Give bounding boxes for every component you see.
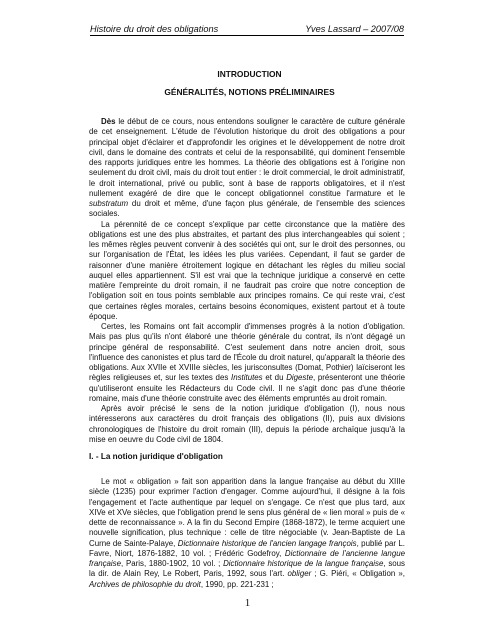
paragraph: La pérennité de ce concept s'explique par cette circonstance que la matière des obligations est une des plus abstraites, et partant des plus interchangeables qui soient ; les mêmes règles peuvent convenir à des sociétés qui ont, sur le droit des personnes, ou sur l'organisation de l'État, les idées les plus variées. Cependant, il faut se garder de raisonner d'une manière étroitement logique en détachant les règles du milieu social auquel elles appartiennent. S'il est vrai que la technique juridique a conservé en cette matière l'empreinte du droit romain, il ne faudrait pas croire que notre conception de l'obligation soit en tous points semblable aux principes romains. Ce qui reste vrai, c'est que certaines règles morales, certains besoins économiques, existent partout et à toute époque.	[89, 219, 405, 321]
running-header	[90, 24, 404, 36]
introduction-text	[89, 117, 405, 445]
paragraph: Le mot « obligation » fait son apparition dans la langue française au début du XIIIe siècle (1235) pour exprimer l'action d'engager. Comme aujourd'hui, il désigne à la fois l'engagement et l'acte authentique par lequel on s'engage. Ce n'est que plus tard, aux XIVe et XVe siècles, que l'obligation prend le sens plus général de « lien moral » puis de « dette de reconnaissance ». A la fin du Second Empire (1868-1872), le terme acquiert une nouvelle signification, plus technique : celle de titre négociable (v. Jean-Baptiste de La Curne de Sainte-Palaye, Dictionnaire historique de l'ancien langage françois, publié par L. Favre, Niort, 1876-1882, 10 vol. ; Frédéric Godefroy, Dictionnaire de l'ancienne langue française, Paris, 1880-1902, 10 vol. ; Dictionnaire historique de la langue française, sous la dir. de Alain Rey, Le Robert, Paris, 1992, sous l'art. obliger ; G. Piéri, « Obligation », Archives de philosophie du droit, 1990, pp. 221-231 ;	[89, 477, 406, 589]
lead-word: Dès	[101, 117, 116, 126]
section-heading: I. - La notion juridique d'obligation	[89, 452, 223, 461]
chapter-subtitle: GÉNÉRALITÉS, NOTIONS PRÉLIMINAIRES	[164, 87, 335, 97]
chapter-title: INTRODUCTION	[217, 69, 282, 79]
header-author-year: Yves Lassard – 2007/08	[305, 24, 404, 34]
paragraph: Après avoir précisé le sens de la notion juridique d'obligation (I), nous nous intéresserons aux caractères du droit français des obligations (II), puis aux divisions chronologiques de l'histoire du droit romain (III), depuis la période archaïque jusqu'à la mise en oeuvre du Code civil de 1804.	[89, 404, 405, 444]
paragraph: Dès le début de ce cours, nous entendons souligner le caractère de culture générale de cet enseignement. L'étude de l'évolution historique du droit des obligations a pour principal objet d'éclairer et d'approfondir les origines et le développement de notre droit civil, dans le domaine des contrats et celui de la responsabilité, qui dominent l'ensemble des rapports juridiques entre les hommes. La théorie des obligations est à l'origine non seulement du droit civil, mais du droit tout entier : le droit commercial, le droit administratif, le droit international, privé ou public, sont à base de rapports obligatoires, et il n'est nullement exagéré de dire que le concept obligationnel constitue l'armature et le substratum du droit et même, d'une façon plus générale, de l'ensemble des sciences sociales.	[89, 117, 405, 219]
header-course-title: Histoire du droit des obligations	[90, 24, 219, 34]
page-number: 1	[244, 597, 251, 609]
paragraph: Certes, les Romains ont fait accomplir d'immenses progrès à la notion d'obligation. Mais pas plus qu'ils n'ont élaboré une théorie générale du contrat, ils n'ont dégagé un principe général de responsabilité. C'est seulement dans notre ancien droit, sous l'influence des canonistes et plus tard de l'École du droit naturel, qu'apparaît la théorie des obligations. Aux XVIIe et XVIIIe siècles, les jurisconsultes (Domat, Pothier) laïciseront les règles religieuses et, sur les textes des Institutes et du Digeste, présenteront une théorie qu'utiliseront ensuite les Rédacteurs du Code civil. Il ne s'agit donc pas d'une théorie romaine, mais d'une théorie construite avec des éléments empruntés au droit romain.	[89, 322, 405, 403]
section-text	[89, 477, 405, 590]
